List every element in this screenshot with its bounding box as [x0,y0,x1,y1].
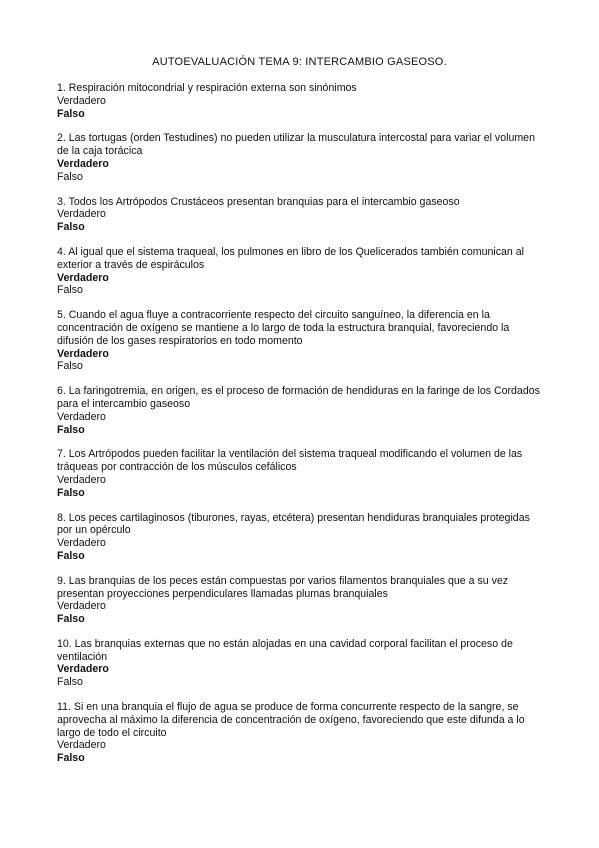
option-false: Falso [57,170,83,183]
page-title: AUTOEVALUACIÓN TEMA 9: INTERCAMBIO GASEOSO. [152,56,447,68]
question-text: 4. Al igual que el sistema traqueal, los pulmones en libro de los Quelicerados también comunican al exterior a través de espiráculos [57,245,524,271]
option-true: Verdadero [57,473,106,486]
question-item [57,701,547,765]
question-item [57,385,547,436]
question-item [57,82,547,120]
option-false: Falso [57,284,83,297]
question-item [57,638,547,689]
question-item [57,132,547,183]
question-item [57,196,547,234]
question-text: 11. Si en una branquia el flujo de agua se produce de forma concurrente respecto de la sangre, se aprovecha al máximo la diferencia de concentración de oxígeno, favoreciendo que este difunda a lo largo de todo el circuito [57,701,525,739]
option-true: Verdadero [57,347,109,360]
question-text: 2. Las tortugas (orden Testudines) no pueden utilizar la musculatura intercostal para variar el volumen de la caja torácica [57,132,535,158]
question-text: 7. Los Artrópodos pueden facilitar la ventilación del sistema traqueal modificando el volumen de las tráqueas por contracción de los músculos cefálicos [57,448,523,474]
option-true: Verdadero [57,600,106,613]
question-text: 9. Las branquias de los peces están compuestas por varios filamentos branquiales que a su vez presentan proyecciones perpendiculares llamadas plumas branquiales [57,574,509,600]
question-text: 6. La faringotremia, en origen, es el proceso de formación de hendiduras en la faringe de los Cordados para el intercambio gaseoso [57,385,540,410]
option-false: Falso [57,613,85,626]
option-false: Falso [57,486,85,499]
option-false: Falso [57,107,85,120]
option-true: Verdadero [57,739,106,752]
question-list [57,82,547,777]
option-true: Verdadero [57,94,106,107]
option-true: Verdadero [57,157,109,170]
question-item [57,246,547,297]
question-item [57,575,547,626]
option-true: Verdadero [57,410,106,423]
option-false: Falso [57,423,85,436]
option-false: Falso [57,221,85,234]
question-text: 3. Todos los Artrópodos Crustáceos presentan branquias para el intercambio gaseoso [57,195,460,208]
option-true: Verdadero [57,271,109,284]
question-text: 8. Los peces cartilaginosos (tiburones, rayas, etcétera) presentan hendiduras branquiales protegidas por un opérculo [57,511,530,537]
option-false: Falso [57,549,85,562]
option-false: Falso [57,752,85,765]
question-item [57,448,547,499]
option-false: Falso [57,676,83,689]
option-true: Verdadero [57,537,106,550]
option-true: Verdadero [57,208,106,221]
question-text: 5. Cuando el agua fluye a contracorriente respecto del circuito sanguíneo, la diferencia en la concentración de oxígeno se mantiene a lo largo de toda la estructura branquial, favoreciendo la difusión de los gases respiratorios en todo momento [57,309,510,347]
option-true: Verdadero [57,663,109,676]
question-item [57,309,547,373]
option-false: Falso [57,360,83,373]
question-text: 1. Respiración mitocondrial y respiración externa son sinónimos [57,82,357,94]
question-text: 10. Las branquias externas que no están alojadas en una cavidad corporal facilitan el proceso de ventilación [57,637,513,663]
question-item [57,512,547,563]
